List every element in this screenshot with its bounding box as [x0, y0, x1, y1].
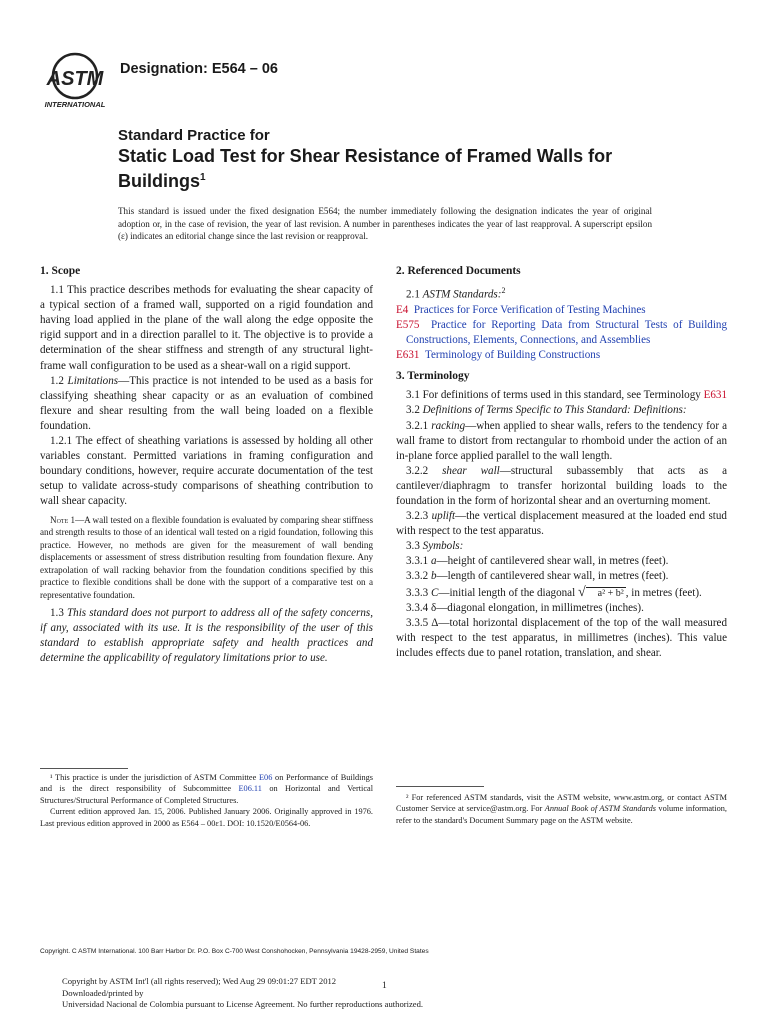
para-3-3-5: 3.3.5 Δ—total horizontal displacement of the top of the wall measured with respect to the test apparatus, in millimetres (inches). This value includes effects due to panel rotation, translation, and shear. [396, 616, 727, 659]
ref-code-link[interactable]: E631 [396, 349, 420, 362]
section-heading-referenced-documents: 2. Referenced Documents [396, 265, 521, 277]
svg-text:INTERNATIONAL: INTERNATIONAL [44, 100, 106, 109]
section-heading-scope: 1. Scope [40, 265, 81, 277]
footnote-1: ¹ This practice is under the jurisdiction of ASTM Committee E06 on Performance of Buildings and is the direct responsibility of Subcommittee E06.11 on Horizontal and Vertical Structures/Structural Performance of Completed Structures. Current edition approved Jan. 15, 2006. Published January 2006. Originally approved in 1976. Last previous edition approved in 2000 as E564 – 00ε1. DOI: 10.1520/E0564-06. [40, 773, 373, 828]
designation: Designation: E564 – 06 [120, 61, 278, 77]
ref-item[interactable] [396, 318, 727, 348]
preface: This standard is issued under the fixed designation E564; the number immediately following the designation indicates the year of original adoption or, in the case of revision, the year of last revision. A number in parentheses indicates the year of last reapproval. A superscript epsilon (ε) indicates an editorial change since the last revision or reapproval. [118, 206, 652, 242]
para-3-3-3: 3.3.3 C—initial length of the diagonal √ a² + b² , in metres (feet). [406, 584, 702, 600]
ref-title-link[interactable]: Practices for Force Verification of Testing Machines [413, 303, 646, 316]
para-3-2-3: 3.2.3 uplift—the vertical displacement measured at the loaded end stud with respect to the test apparatus. [396, 510, 727, 538]
section-heading-terminology: 3. Terminology [396, 370, 470, 383]
ref-code-link[interactable]: E575 [396, 318, 420, 331]
footnote-divider [40, 768, 128, 769]
para-1-3: 1.3 This standard does not purport to address all of the safety concerns, if any, associated with its use. It is the responsibility of the user of this standard to establish appropriate safety and health practices and determine the applicability of regulatory limitations prior to use. [40, 606, 374, 664]
ref-item[interactable] [396, 303, 727, 318]
astm-logo [40, 52, 110, 110]
ref-title-link[interactable]: Terminology of Building Constructions [424, 349, 601, 362]
svg-text:ASTM: ASTM [46, 68, 104, 90]
right-column [396, 264, 727, 661]
footnote-2: ² For referenced ASTM standards, visit the ASTM website, www.astm.org, or contact ASTM Customer Service at service@astm.org. For Annual Book of ASTM Standards volume information, refer to the standard's Document Summary page on the ASTM website. [396, 793, 727, 825]
ref-title-link[interactable]: Practice for Reporting Data from Structural Tests of Building Constructions, Elements, Connections, and Assemblies [406, 318, 727, 347]
para-1-2-1: 1.2.1 The effect of sheathing variations is assessed by holding all other variables constant. Permitted variations in framing configuration and boundary conditions, however, require accurate documentation of the test setup to validate across-study comparisons of sheathing contribution to wall shear capacity. [40, 435, 373, 508]
ref-code-link[interactable]: E4 [396, 303, 409, 316]
terminology-ref-link[interactable]: E631 [703, 389, 728, 402]
para-3-3-1: 3.3.1 a—height of cantilevered shear wall, in metres (feet). [406, 555, 669, 568]
para-3-3-2: 3.3.2 b—length of cantilevered shear wall, in metres (feet). [406, 570, 669, 583]
copyright-line: Copyright. C ASTM International. 100 Barr Harbor Dr. P.O. Box C-700 West Conshohocken, Pennsylvania 19428-2959, United States [40, 948, 429, 955]
para-3-3-4: 3.3.4 δ—diagonal elongation, in millimetres (inches). [406, 601, 644, 614]
committee-link[interactable]: E06 [258, 773, 273, 782]
ref-item[interactable] [396, 348, 727, 363]
page-number: 1 [382, 981, 387, 991]
download-info: Copyright by ASTM Int'l (all rights reserved); Wed Aug 29 09:01:27 EDT 2012 Downloaded/printed by Universidad Nacional de Colombia pursuant to License Agreement. No further reproductions authorized. [62, 976, 424, 1009]
para-2-1: 2.1 ASTM Standards:$^2$ [406, 286, 506, 301]
left-column [40, 264, 373, 666]
para-3-3: 3.3 Symbols: [406, 540, 464, 553]
para-3-2-1: 3.2.1 racking—when applied to shear walls, refers to the tendency for a wall frame to distort from rectangular to rhomboid under the action of an in-plane force applied parallel to the wall length. [396, 419, 727, 462]
para-1-2: 1.2 Limitations—This practice is not intended to be used as a basis for classifying sheathing shear capacity or as an evaluation of combined flexure and shear resulting from the wall being loaded on a flexible foundation. [40, 374, 373, 432]
para-3-2: 3.2 Definitions of Terms Specific to This Standard: Definitions: [406, 404, 687, 417]
diagonal-formula: a² + b² [586, 587, 626, 600]
title: Static Load Test for Shear Resistance of Framed Walls for Buildings$^1$ [118, 146, 613, 191]
para-1-1: 1.1 This practice describes methods for evaluating the shear capacity of a typical section of a framed wall, supported on a rigid foundation and having load applied in the plane of the wall along the edge opposite the rigid support and in a direction parallel to it. The objective is to provide a determination of the shear stiffness and strength of any structural light-frame wall configuration to be used as a shear-wall on a rigid support. [40, 284, 373, 372]
note-1: Note 1—A wall tested on a flexible foundation is evaluated by comparing shear stiffness and strength results to those of an identical wall tested on a rigid foundation, following this practice. However, no methods are given for the measurement of wall bending displacements or assessment of stress distribution resulting from foundation flexure. Any extrapolation of wall racking behavior from the foundation conditions specified by this practice to flexible conditions shall be done with the support of a comparative test on a representative foundation. [40, 514, 373, 601]
subcommittee-link[interactable]: E06.11 [238, 784, 262, 794]
title-prefix: Standard Practice for [118, 127, 270, 144]
footnote-divider [396, 786, 484, 787]
para-3-1: 3.1 For definitions of terms used in this standard, see Terminology E631 [406, 389, 728, 402]
para-3-2-2: 3.2.2 shear wall—structural subassembly that acts as a cantilever/diaphragm to transfer horizontal building loads to the foundation in the form of horizontal shear and an overturning moment. [396, 464, 727, 507]
